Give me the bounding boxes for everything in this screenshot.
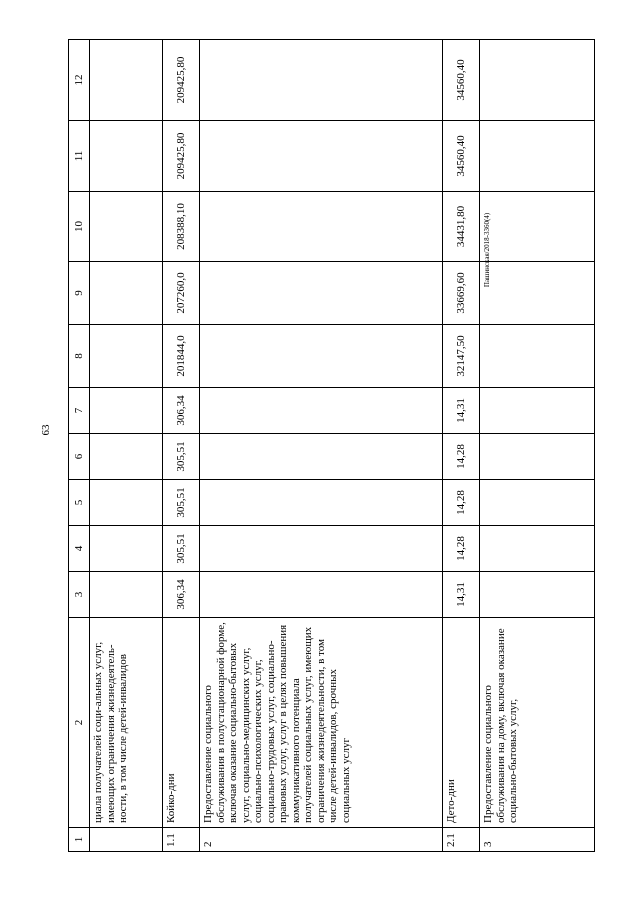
row-id: 1.1 [163,828,200,852]
value-cell [90,40,163,121]
value-cell [90,572,163,618]
value-cell: 32147,50 [443,325,480,388]
value-cell: 14,31 [443,572,480,618]
value-cell: 209425,80 [163,121,200,192]
value-cell [200,526,443,572]
table-row [443,40,480,852]
row-id [90,828,163,852]
value-cell [90,192,163,262]
table-row [90,40,163,852]
footer-code: Пашинская/2018-3360(4) [483,212,491,288]
row-label: Предоставление социального обслуживания на дому, включая оказание социально-бытовых услуг, [480,618,595,828]
column-number: 11 [69,121,90,192]
column-number: 1 [69,828,90,852]
value-cell [90,480,163,526]
row-id: 3 [480,828,595,852]
value-cell [90,262,163,325]
data-table [68,39,595,852]
value-cell: 14,28 [443,526,480,572]
value-cell: 305,51 [163,434,200,480]
table-row [163,40,200,852]
column-number: 8 [69,325,90,388]
value-cell [480,434,595,480]
row-label: Койко-дни [163,618,200,828]
value-cell [480,388,595,434]
value-cell [480,325,595,388]
value-cell: 306,34 [163,388,200,434]
row-label: Дето-дни [443,618,480,828]
value-cell [90,434,163,480]
column-number: 4 [69,526,90,572]
column-number: 6 [69,434,90,480]
row-id: 2 [200,828,443,852]
value-cell [200,40,443,121]
value-cell: 305,51 [163,480,200,526]
value-cell: 201844,0 [163,325,200,388]
value-cell: 34431,80 [443,192,480,262]
value-cell: 306,34 [163,572,200,618]
value-cell [200,262,443,325]
value-cell [200,434,443,480]
value-cell [200,480,443,526]
value-cell: 33669,60 [443,262,480,325]
value-cell: 14,28 [443,434,480,480]
value-cell [200,192,443,262]
value-cell [200,325,443,388]
value-cell [90,526,163,572]
value-cell [480,121,595,192]
value-cell: 305,51 [163,526,200,572]
value-cell: 208388,10 [163,192,200,262]
value-cell [480,526,595,572]
header-row [69,40,90,852]
value-cell [480,572,595,618]
column-number: 9 [69,262,90,325]
value-cell [480,262,595,325]
value-cell [480,192,595,262]
value-cell: 14,31 [443,388,480,434]
value-cell [90,121,163,192]
value-cell: 209425,80 [163,40,200,121]
value-cell: 34560,40 [443,121,480,192]
table-row [480,40,595,852]
table-row [200,40,443,852]
column-number: 5 [69,480,90,526]
row-label: циала получателей соци-альных услуг, имеющих ограничения жизнедеятель-ности, в том числе детей-инвалидов [90,618,163,828]
column-number: 3 [69,572,90,618]
value-cell [200,572,443,618]
table-stage [68,40,578,852]
column-number: 12 [69,40,90,121]
column-number: 7 [69,388,90,434]
value-cell [90,325,163,388]
value-cell [200,121,443,192]
value-cell: 34560,40 [443,40,480,121]
value-cell [90,388,163,434]
row-id: 2.1 [443,828,480,852]
value-cell [480,40,595,121]
value-cell [480,480,595,526]
page-number: 63 [40,424,52,436]
column-number: 2 [69,618,90,828]
row-label: Предоставление социального обслуживания в полустационарной форме, включая оказание социально-бытовых услуг, социально-медицинских услуг, социально-психологических услуг, социально-трудовых услуг, социально-правовых услуг, услуг в целях повышения коммуникативного потенциала получателей социальных услуг, имеющих ограничения жизнедеятельности, в том числе детей-инвалидов, срочных социальных услуг [200,618,443,828]
value-cell [200,388,443,434]
value-cell: 207260,0 [163,262,200,325]
value-cell: 14,28 [443,480,480,526]
column-number: 10 [69,192,90,262]
